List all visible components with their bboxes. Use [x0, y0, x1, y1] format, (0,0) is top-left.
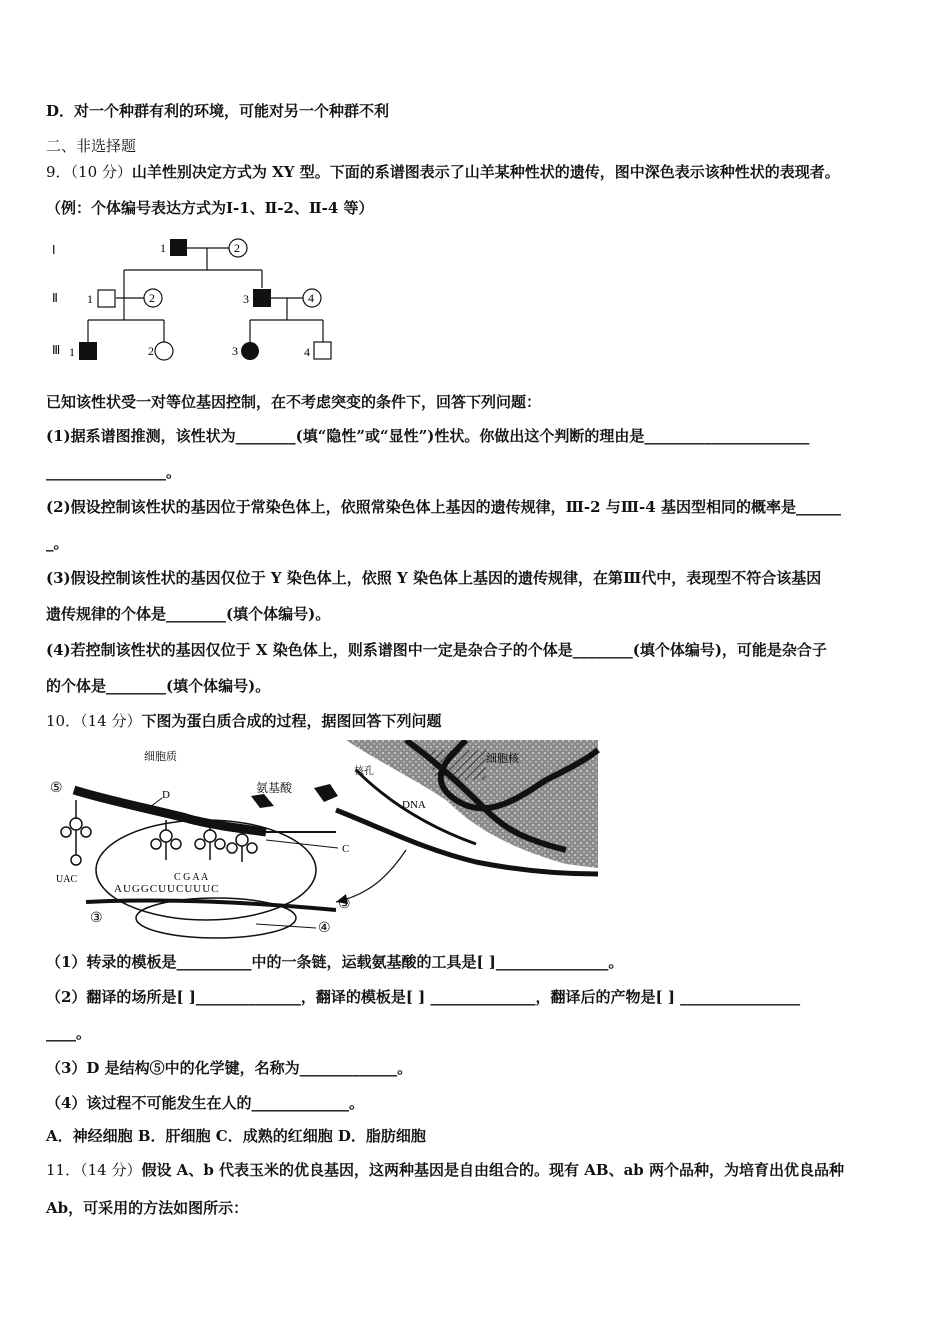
q11-stem-line2: Ab，可采用的方法如图所示：	[46, 1199, 249, 1217]
q9-part3-line2: 遗传规律的个体是________(填个体编号)。	[46, 605, 331, 623]
mrna-strand	[86, 900, 336, 910]
III1-affected-male	[79, 342, 97, 360]
c-label: C	[342, 843, 350, 855]
II2-label: 2	[149, 291, 155, 305]
q9-part4-line1: (4)若控制该性状的基因仅位于 X 染色体上，则系谱图中一定是杂合子的个体是________(填个体编号)，可能是杂合子	[46, 641, 827, 659]
gen-label-3: Ⅲ	[52, 343, 61, 357]
q9-text: 山羊性别决定方式为 XY 型。下面的系谱图表示了山羊某种性状的遗传，图中深色表示该种性状的表现者。	[131, 163, 840, 181]
circle-3a-label: ③	[90, 911, 103, 926]
q11-text: 假设 A、b 代表玉米的优良基因，这两种基因是自由组合的。现有 AB、ab 两个品种，为培育出优良品种	[141, 1161, 844, 1179]
II1-male	[98, 290, 115, 307]
circle-4-label: ④	[318, 921, 331, 936]
q10-stem	[46, 711, 441, 731]
cytoplasm-label: 细胞质	[144, 751, 177, 763]
q9-part2-line1: (2)假设控制该性状的基因位于常染色体上，依照常染色体上基因的遗传规律，Ⅲ-2 与Ⅲ-4 基因型相同的概率是______	[46, 498, 841, 516]
q9-part4-line2: 的个体是________(填个体编号)。	[46, 677, 271, 695]
protein-synthesis-diagram	[46, 740, 606, 940]
I2-label: 2	[234, 241, 240, 255]
d-label: D	[162, 789, 170, 801]
anticodon-1: UAC	[56, 874, 78, 885]
q9-part1-line2: ________________。	[46, 463, 182, 481]
II3-label: 3	[243, 292, 249, 306]
q10-part4: （4）该过程不可能发生在人的_____________。	[46, 1094, 364, 1112]
q9-part1-line1: (1)据系谱图推测，该性状为________(填“隐性”或“显性”)性状。你做出这个判断的理由是______________________	[46, 427, 810, 445]
gen-label-2: Ⅱ	[52, 291, 58, 305]
polypeptide-chain	[74, 790, 266, 832]
III2-female	[155, 342, 173, 360]
III4-label: 4	[304, 345, 310, 359]
III4-male	[314, 342, 331, 359]
q10-options: A．神经细胞 B．肝细胞 C．成熟的红细胞 D．脂肪细胞	[46, 1127, 426, 1145]
circle-3b-label: ③	[338, 897, 351, 912]
q9-number: 9．（10 分）	[46, 163, 132, 181]
nucleus-label: 细胞核	[486, 753, 519, 765]
q10-number: 10．（14 分）	[46, 712, 142, 730]
q9-part2-line2: _。	[46, 534, 69, 552]
amino-acid-2	[314, 784, 338, 802]
II1-label: 1	[87, 292, 93, 306]
II4-label: 4	[308, 291, 314, 305]
circle-5-label: ⑤	[50, 781, 63, 796]
anticodon-2: C G A A	[174, 872, 209, 883]
q9-stem	[46, 162, 840, 182]
q10-part3: （3）D 是结构⑤中的化学键，名称为_____________。	[46, 1059, 413, 1077]
II3-affected-male	[253, 289, 271, 307]
q10-part1: （1）转录的模板是__________中的一条链，运载氨基酸的工具是[ ]_______________。	[46, 953, 624, 971]
gen-label-1: Ⅰ	[52, 243, 56, 257]
III1-label: 1	[69, 345, 75, 359]
q10-part2-line1: （2）翻译的场所是[ ]______________，翻译的模板是[ ] ______________，翻译后的产物是[ ] ________________	[46, 988, 801, 1006]
I1-affected-male	[170, 239, 187, 256]
q11-stem	[46, 1160, 844, 1180]
amino-acid-1	[251, 794, 274, 808]
q9-note: （例：个体编号表达方式为Ⅰ-1、Ⅱ-2、Ⅱ-4 等）	[46, 199, 374, 217]
q8-option-d: D．对一个种群有利的环境，可能对另一个种群不利	[46, 102, 390, 120]
q9-intro: 已知该性状受一对等位基因控制，在不考虑突变的条件下，回答下列问题：	[46, 393, 542, 411]
III2-label: 2	[148, 344, 154, 358]
mrna-sequence: AUGGCUUCUUUC	[114, 883, 220, 895]
dna-label: DNA	[402, 799, 426, 811]
III3-affected-female	[241, 342, 259, 360]
III3-label: 3	[232, 344, 238, 358]
I1-label: 1	[160, 241, 166, 255]
q9-part3-line1: (3)假设控制该性状的基因仅位于 Y 染色体上，依照 Y 染色体上基因的遗传规律，在第Ⅲ代中，表现型不符合该基因	[46, 569, 822, 587]
q10-part2-line2: ____。	[46, 1024, 92, 1042]
section-heading: 二、非选择题	[46, 137, 137, 155]
q11-number: 11．（14 分）	[46, 1161, 142, 1179]
pore-label: 核孔	[354, 766, 374, 777]
amino-acid-label: 氨基酸	[256, 781, 293, 795]
pedigree-chart	[44, 228, 344, 368]
q10-text: 下图为蛋白质合成的过程，据图回答下列问题	[141, 712, 442, 730]
